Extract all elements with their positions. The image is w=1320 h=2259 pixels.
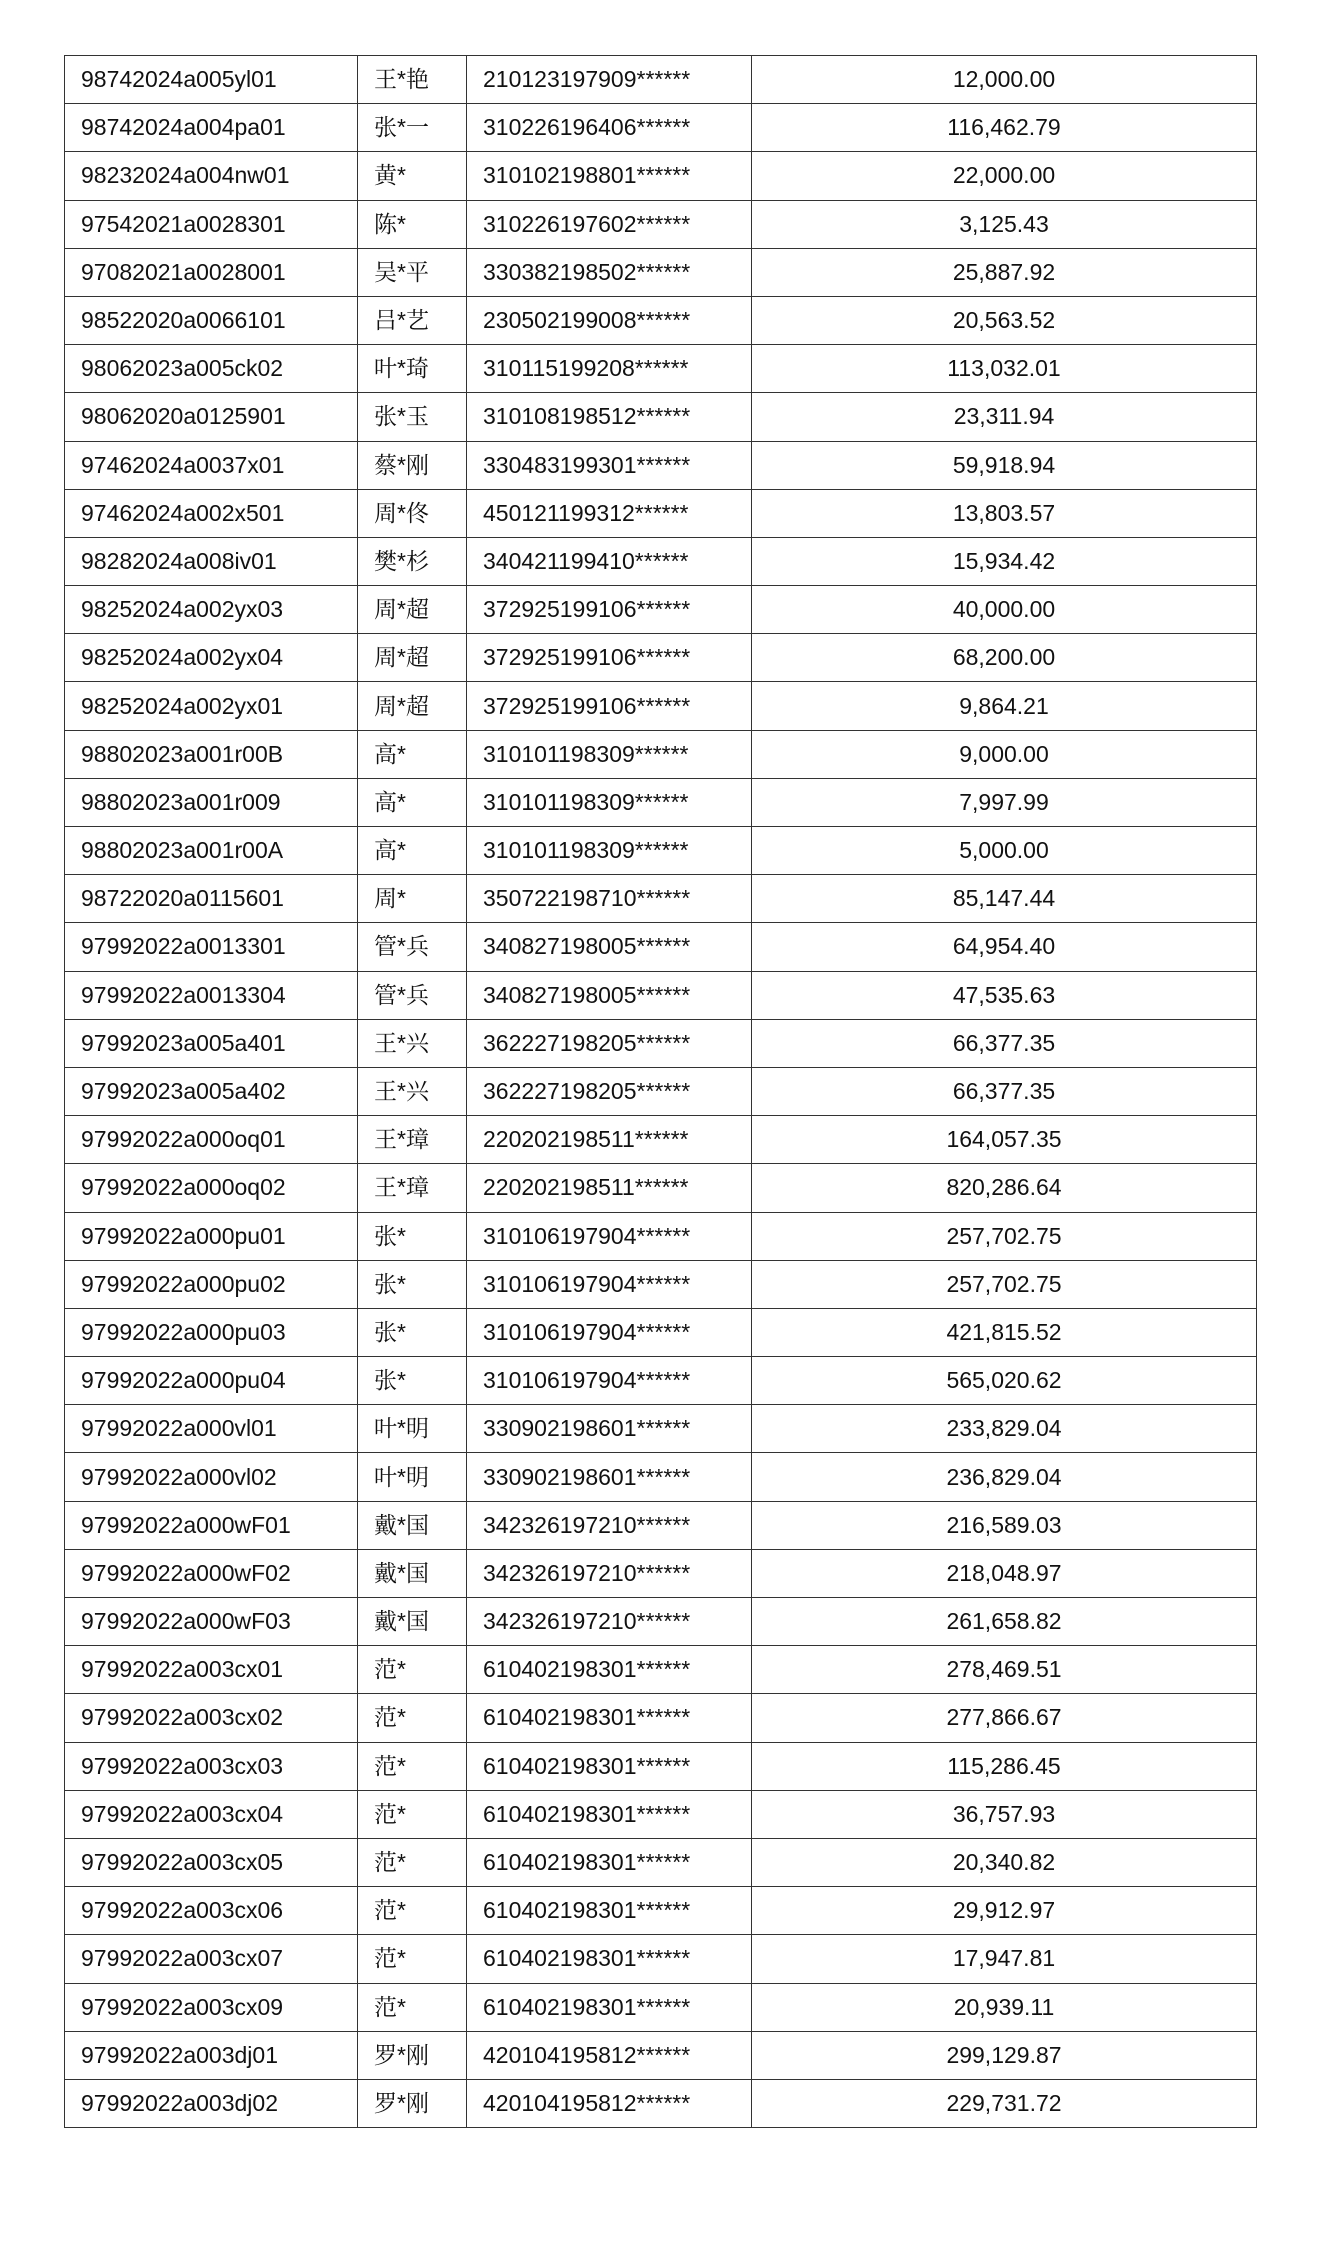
records-table-body [65,56,1257,2128]
holder-name-cell: 高* [358,778,467,826]
amount-cell: 421,815.52 [752,1308,1257,1356]
table-row [65,1983,1257,2031]
id-number-cell: 610402198301****** [467,1983,752,2031]
amount-cell: 257,702.75 [752,1212,1257,1260]
holder-name-cell: 范* [358,1983,467,2031]
id-number-cell: 420104195812****** [467,2031,752,2079]
id-number-cell: 310101198309****** [467,778,752,826]
table-row [65,1501,1257,1549]
holder-name-cell: 张*一 [358,104,467,152]
holder-name-cell: 黄* [358,152,467,200]
table-row [65,1405,1257,1453]
table-row [65,971,1257,1019]
table-row [65,1598,1257,1646]
account-number-cell: 97082021a0028001 [65,248,358,296]
table-row [65,489,1257,537]
id-number-cell: 340421199410****** [467,537,752,585]
amount-cell: 40,000.00 [752,586,1257,634]
amount-cell: 116,462.79 [752,104,1257,152]
account-number-cell: 97462024a002x501 [65,489,358,537]
account-number-cell: 97992022a0013301 [65,923,358,971]
amount-cell: 277,866.67 [752,1694,1257,1742]
table-row [65,104,1257,152]
account-number-cell: 98232024a004nw01 [65,152,358,200]
account-number-cell: 97992022a003cx03 [65,1742,358,1790]
table-row [65,296,1257,344]
holder-name-cell: 范* [358,1887,467,1935]
id-number-cell: 310106197904****** [467,1357,752,1405]
holder-name-cell: 范* [358,1838,467,1886]
id-number-cell: 330382198502****** [467,248,752,296]
account-number-cell: 98252024a002yx04 [65,634,358,682]
table-row [65,200,1257,248]
account-number-cell: 97992022a0013304 [65,971,358,1019]
account-number-cell: 98062023a005ck02 [65,345,358,393]
account-number-cell: 98722020a0115601 [65,875,358,923]
account-number-cell: 98802023a001r00B [65,730,358,778]
table-row [65,1694,1257,1742]
table-row [65,56,1257,104]
id-number-cell: 310115199208****** [467,345,752,393]
account-number-cell: 97992022a000wF01 [65,1501,358,1549]
holder-name-cell: 王*璋 [358,1116,467,1164]
table-row [65,682,1257,730]
amount-cell: 68,200.00 [752,634,1257,682]
id-number-cell: 310226197602****** [467,200,752,248]
account-number-cell: 97992022a000pu04 [65,1357,358,1405]
account-number-cell: 97992022a003cx09 [65,1983,358,2031]
account-number-cell: 97542021a0028301 [65,200,358,248]
holder-name-cell: 叶*明 [358,1405,467,1453]
holder-name-cell: 蔡*刚 [358,441,467,489]
id-number-cell: 450121199312****** [467,489,752,537]
holder-name-cell: 叶*琦 [358,345,467,393]
table-row [65,2079,1257,2127]
holder-name-cell: 周*超 [358,634,467,682]
amount-cell: 820,286.64 [752,1164,1257,1212]
table-row [65,1308,1257,1356]
amount-cell: 20,563.52 [752,296,1257,344]
account-number-cell: 97992023a005a401 [65,1019,358,1067]
amount-cell: 9,864.21 [752,682,1257,730]
table-row [65,1887,1257,1935]
account-number-cell: 97462024a0037x01 [65,441,358,489]
id-number-cell: 420104195812****** [467,2079,752,2127]
amount-cell: 12,000.00 [752,56,1257,104]
table-row [65,1357,1257,1405]
table-row [65,1116,1257,1164]
amount-cell: 257,702.75 [752,1260,1257,1308]
table-row [65,1838,1257,1886]
account-number-cell: 97992022a000wF02 [65,1549,358,1597]
account-number-cell: 97992022a000pu03 [65,1308,358,1356]
id-number-cell: 210123197909****** [467,56,752,104]
holder-name-cell: 戴*国 [358,1549,467,1597]
id-number-cell: 330902198601****** [467,1453,752,1501]
account-number-cell: 97992022a000pu01 [65,1212,358,1260]
holder-name-cell: 罗*刚 [358,2031,467,2079]
account-number-cell: 97992022a003cx05 [65,1838,358,1886]
id-number-cell: 220202198511****** [467,1164,752,1212]
id-number-cell: 230502199008****** [467,296,752,344]
amount-cell: 22,000.00 [752,152,1257,200]
account-number-cell: 97992022a003cx02 [65,1694,358,1742]
account-number-cell: 98742024a005yl01 [65,56,358,104]
amount-cell: 229,731.72 [752,2079,1257,2127]
id-number-cell: 342326197210****** [467,1598,752,1646]
id-number-cell: 372925199106****** [467,682,752,730]
holder-name-cell: 戴*国 [358,1501,467,1549]
holder-name-cell: 周*超 [358,586,467,634]
amount-cell: 9,000.00 [752,730,1257,778]
table-row [65,1790,1257,1838]
id-number-cell: 310106197904****** [467,1212,752,1260]
amount-cell: 20,939.11 [752,1983,1257,2031]
holder-name-cell: 高* [358,730,467,778]
account-number-cell: 97992022a003cx06 [65,1887,358,1935]
id-number-cell: 362227198205****** [467,1019,752,1067]
holder-name-cell: 张*玉 [358,393,467,441]
holder-name-cell: 范* [358,1742,467,1790]
amount-cell: 59,918.94 [752,441,1257,489]
account-number-cell: 98282024a008iv01 [65,537,358,585]
account-number-cell: 98802023a001r00A [65,827,358,875]
holder-name-cell: 范* [358,1935,467,1983]
amount-cell: 66,377.35 [752,1019,1257,1067]
account-number-cell: 97992022a000oq01 [65,1116,358,1164]
holder-name-cell: 王*艳 [358,56,467,104]
amount-cell: 64,954.40 [752,923,1257,971]
holder-name-cell: 范* [358,1646,467,1694]
id-number-cell: 610402198301****** [467,1887,752,1935]
id-number-cell: 330902198601****** [467,1405,752,1453]
amount-cell: 233,829.04 [752,1405,1257,1453]
holder-name-cell: 王*璋 [358,1164,467,1212]
id-number-cell: 340827198005****** [467,971,752,1019]
id-number-cell: 340827198005****** [467,923,752,971]
id-number-cell: 310102198801****** [467,152,752,200]
amount-cell: 17,947.81 [752,1935,1257,1983]
id-number-cell: 372925199106****** [467,634,752,682]
id-number-cell: 310108198512****** [467,393,752,441]
amount-cell: 7,997.99 [752,778,1257,826]
amount-cell: 565,020.62 [752,1357,1257,1405]
id-number-cell: 372925199106****** [467,586,752,634]
id-number-cell: 342326197210****** [467,1501,752,1549]
account-number-cell: 97992022a000vl01 [65,1405,358,1453]
account-number-cell: 97992022a000wF03 [65,1598,358,1646]
amount-cell: 164,057.35 [752,1116,1257,1164]
table-row [65,1453,1257,1501]
account-number-cell: 97992022a003dj02 [65,2079,358,2127]
id-number-cell: 310101198309****** [467,827,752,875]
table-row [65,1742,1257,1790]
table-row [65,586,1257,634]
account-number-cell: 98252024a002yx01 [65,682,358,730]
amount-cell: 66,377.35 [752,1067,1257,1115]
account-number-cell: 97992022a000pu02 [65,1260,358,1308]
account-number-cell: 98252024a002yx03 [65,586,358,634]
holder-name-cell: 管*兵 [358,971,467,1019]
id-number-cell: 310101198309****** [467,730,752,778]
id-number-cell: 610402198301****** [467,1935,752,1983]
table-row [65,1935,1257,1983]
account-number-cell: 97992022a003cx01 [65,1646,358,1694]
holder-name-cell: 叶*明 [358,1453,467,1501]
account-number-cell: 97992022a003dj01 [65,2031,358,2079]
holder-name-cell: 张* [358,1212,467,1260]
amount-cell: 3,125.43 [752,200,1257,248]
id-number-cell: 310106197904****** [467,1260,752,1308]
table-row [65,345,1257,393]
document-sheet [64,55,1256,2128]
table-row [65,1164,1257,1212]
amount-cell: 23,311.94 [752,393,1257,441]
table-row [65,1260,1257,1308]
holder-name-cell: 樊*杉 [358,537,467,585]
table-row [65,152,1257,200]
table-row [65,923,1257,971]
account-number-cell: 97992022a000oq02 [65,1164,358,1212]
holder-name-cell: 张* [358,1260,467,1308]
id-number-cell: 362227198205****** [467,1067,752,1115]
amount-cell: 15,934.42 [752,537,1257,585]
table-row [65,827,1257,875]
account-number-cell: 97992022a003cx07 [65,1935,358,1983]
table-row [65,1646,1257,1694]
amount-cell: 113,032.01 [752,345,1257,393]
account-number-cell: 98062020a0125901 [65,393,358,441]
amount-cell: 236,829.04 [752,1453,1257,1501]
account-number-cell: 98742024a004pa01 [65,104,358,152]
holder-name-cell: 范* [358,1790,467,1838]
table-row [65,1019,1257,1067]
id-number-cell: 342326197210****** [467,1549,752,1597]
holder-name-cell: 高* [358,827,467,875]
holder-name-cell: 周* [358,875,467,923]
account-number-cell: 97992022a000vl02 [65,1453,358,1501]
id-number-cell: 220202198511****** [467,1116,752,1164]
id-number-cell: 610402198301****** [467,1838,752,1886]
holder-name-cell: 王*兴 [358,1019,467,1067]
id-number-cell: 610402198301****** [467,1790,752,1838]
amount-cell: 115,286.45 [752,1742,1257,1790]
table-row [65,1067,1257,1115]
table-row [65,778,1257,826]
id-number-cell: 610402198301****** [467,1742,752,1790]
holder-name-cell: 吴*平 [358,248,467,296]
holder-name-cell: 罗*刚 [358,2079,467,2127]
amount-cell: 5,000.00 [752,827,1257,875]
amount-cell: 299,129.87 [752,2031,1257,2079]
holder-name-cell: 周*超 [358,682,467,730]
table-row [65,730,1257,778]
account-number-cell: 98802023a001r009 [65,778,358,826]
table-row [65,1549,1257,1597]
id-number-cell: 350722198710****** [467,875,752,923]
holder-name-cell: 张* [358,1308,467,1356]
holder-name-cell: 陈* [358,200,467,248]
amount-cell: 13,803.57 [752,489,1257,537]
holder-name-cell: 周*佟 [358,489,467,537]
table-row [65,248,1257,296]
holder-name-cell: 王*兴 [358,1067,467,1115]
account-number-cell: 97992023a005a402 [65,1067,358,1115]
id-number-cell: 610402198301****** [467,1646,752,1694]
table-row [65,634,1257,682]
amount-cell: 85,147.44 [752,875,1257,923]
holder-name-cell: 戴*国 [358,1598,467,1646]
amount-cell: 20,340.82 [752,1838,1257,1886]
table-row [65,875,1257,923]
holder-name-cell: 范* [358,1694,467,1742]
records-table [64,55,1257,2128]
table-row [65,393,1257,441]
id-number-cell: 310226196406****** [467,104,752,152]
account-number-cell: 97992022a003cx04 [65,1790,358,1838]
table-row [65,1212,1257,1260]
id-number-cell: 310106197904****** [467,1308,752,1356]
amount-cell: 29,912.97 [752,1887,1257,1935]
id-number-cell: 610402198301****** [467,1694,752,1742]
amount-cell: 25,887.92 [752,248,1257,296]
account-number-cell: 98522020a0066101 [65,296,358,344]
table-row [65,441,1257,489]
amount-cell: 36,757.93 [752,1790,1257,1838]
table-row [65,2031,1257,2079]
amount-cell: 261,658.82 [752,1598,1257,1646]
amount-cell: 278,469.51 [752,1646,1257,1694]
holder-name-cell: 管*兵 [358,923,467,971]
holder-name-cell: 张* [358,1357,467,1405]
holder-name-cell: 吕*艺 [358,296,467,344]
table-row [65,537,1257,585]
amount-cell: 47,535.63 [752,971,1257,1019]
amount-cell: 218,048.97 [752,1549,1257,1597]
id-number-cell: 330483199301****** [467,441,752,489]
amount-cell: 216,589.03 [752,1501,1257,1549]
